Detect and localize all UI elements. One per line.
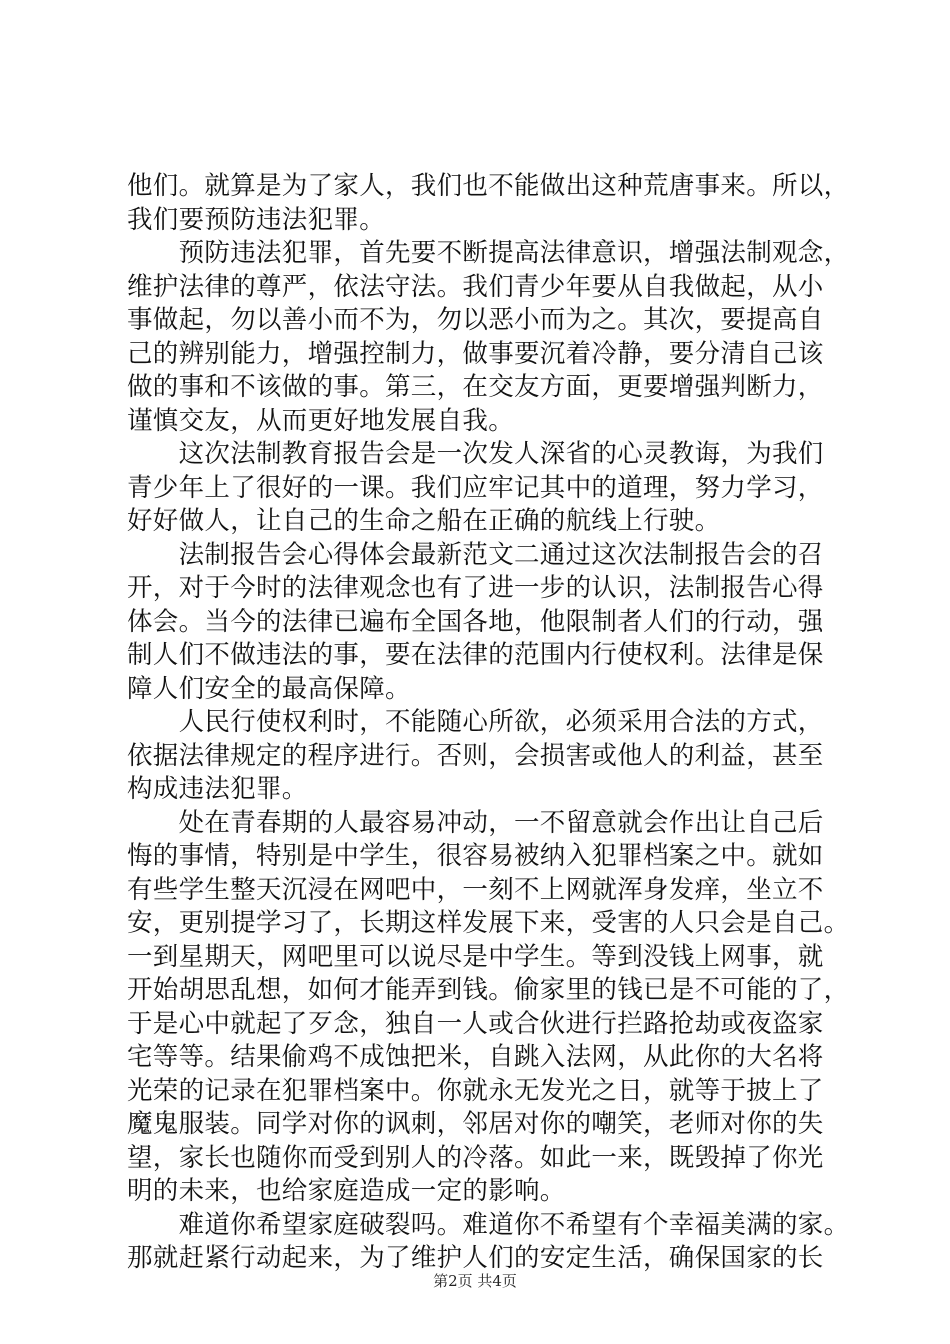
text-line: 有些学生整天沉浸在网吧中，一刻不上网就浑身发痒，坐立不: [127, 874, 824, 905]
text-line: 难道你希望家庭破裂吗。难道你不希望有个幸福美满的家。: [127, 1209, 850, 1240]
text-line: 这次法制教育报告会是一次发人深省的心灵教诲，为我们: [127, 439, 824, 469]
text-line: 体会。当今的法律已遍布全国各地，他限制者人们的行动，强: [127, 606, 824, 637]
text-line: 悔的事情，特别是中学生，很容易被纳入犯罪档案之中。就如: [127, 841, 824, 871]
text-line: 光荣的记录在犯罪档案中。你就永无发光之日，就等于披上了: [127, 1075, 824, 1106]
text-line: 谨慎交友，从而更好地发展自我。: [127, 405, 515, 436]
text-line: 事做起，勿以善小而不为，勿以恶小而为之。其次，要提高自: [127, 305, 824, 335]
text-line: 那就赶紧行动起来，为了维护人们的安定生活，确保国家的长: [127, 1243, 824, 1273]
text-line: 青少年上了很好的一课。我们应牢记其中的道理，努力学习，: [127, 472, 824, 503]
text-line: 明的未来，也给家庭造成一定的影响。: [127, 1176, 566, 1206]
text-line: 开，对于今时的法律观念也有了进一步的认识，法制报告心得: [127, 573, 824, 603]
text-line: 开始胡思乱想，如何才能弄到钱。偷家里的钱已是不可能的了，: [127, 975, 850, 1005]
text-line: 制人们不做违法的事，要在法律的范围内行使权利。法律是保: [127, 640, 824, 670]
text-line: 一到星期天，网吧里可以说尽是中学生。等到没钱上网事，就: [127, 941, 824, 972]
text-line: 安，更别提学习了，长期这样发展下来，受害的人只会是自己。: [127, 908, 850, 938]
text-line: 我们要预防违法犯罪。: [127, 204, 386, 235]
text-line: 做的事和不该做的事。第三，在交友方面，更要增强判断力，: [127, 372, 824, 402]
text-line: 他们。就算是为了家人，我们也不能做出这种荒唐事来。所以，: [127, 171, 850, 201]
document-body: [127, 170, 850, 1276]
text-line: 法制报告会心得体会最新范文二通过这次法制报告会的召: [127, 539, 824, 570]
text-line: 人民行使权利时，不能随心所欲，必须采用合法的方式，: [127, 707, 824, 737]
text-line: 望，家长也随你而受到别人的冷落。如此一来，既毁掉了你光: [127, 1142, 824, 1173]
text-line: 于是心中就起了歹念，独自一人或合伙进行拦路抢劫或夜盗家: [127, 1008, 824, 1039]
text-line: 魔鬼服装。同学对你的讽刺，邻居对你的嘲笑，老师对你的失: [127, 1109, 824, 1139]
text-line: 己的辨别能力，增强控制力，做事要沉着冷静，要分清自己该: [127, 338, 824, 369]
text-line: 维护法律的尊严，依法守法。我们青少年要从自我做起，从小: [127, 271, 824, 302]
text-line: 好好做人，让自己的生命之船在正确的航线上行驶。: [127, 506, 721, 536]
text-line: 障人们安全的最高保障。: [127, 673, 411, 704]
text-line: 宅等等。结果偷鸡不成蚀把米，自跳入法网，从此你的大名将: [127, 1042, 824, 1072]
text-line: 构成违法犯罪。: [127, 774, 308, 804]
page-number-footer: 第2页 共4页: [433, 1272, 517, 1290]
text-line: 依据法律规定的程序进行。否则，会损害或他人的利益，甚至: [127, 740, 824, 771]
text-line: 处在青春期的人最容易冲动，一不留意就会作出让自己后: [127, 807, 824, 838]
text-line: 预防违法犯罪，首先要不断提高法律意识，增强法制观念，: [127, 238, 850, 268]
